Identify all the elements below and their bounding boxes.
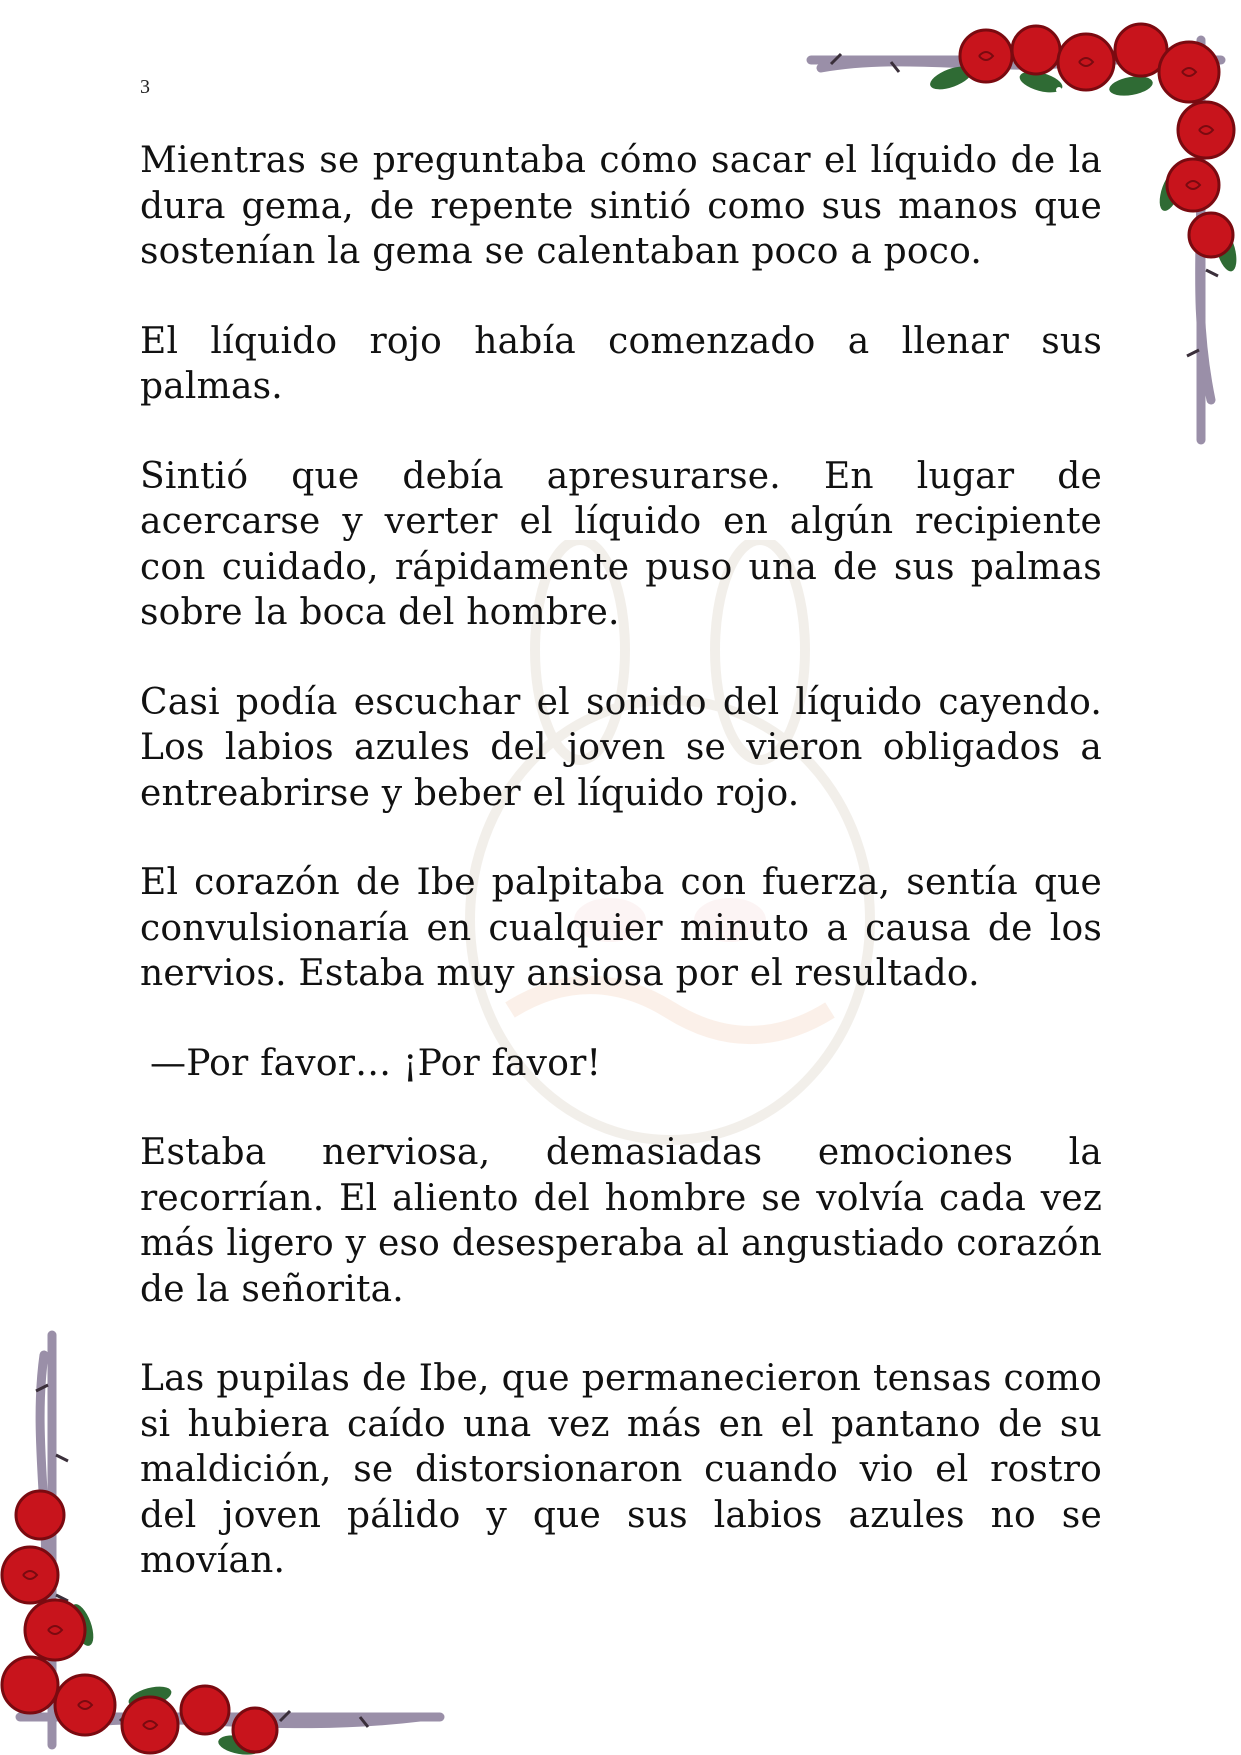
- paragraph: Sintió que debía apresurarse. En lugar de acercarse y verter el líquido en algún recipiente con cuidado, rápidamente puso una de sus palmas sobre la boca del hombre.: [140, 455, 1102, 633]
- paragraph: El corazón de Ibe palpitaba con fuerza, sentía que convulsionaría en cualquier minuto a causa de los nervios. Estaba muy ansiosa por el resultado.: [140, 862, 1102, 994]
- dialogue-line: —Por favor… ¡Por favor!: [150, 1042, 602, 1084]
- paragraph: Casi podía escuchar el sonido del líquido cayendo. Los labios azules del joven se vieron obligados a entreabrirse y beber el líquido rojo.: [140, 681, 1102, 814]
- paragraph: El líquido rojo había comenzado a llenar sus palmas.: [140, 320, 1102, 407]
- paragraph: Mientras se preguntaba cómo sacar el líquido de la dura gema, de repente sintió como sus manos que sostenían la gema se calentaban poco a poco.: [140, 140, 1102, 272]
- paragraph: Estaba nerviosa, demasiadas emociones la recorrían. El aliento del hombre se volvía cada vez más ligero y eso desesperaba al angustiado corazón de la señorita.: [140, 1132, 1102, 1310]
- body-text: [140, 138, 1102, 1628]
- paragraph: Las pupilas de Ibe, que permanecieron tensas como si hubiera caído una vez más en el pantano de su maldición, se distorsionaron cuando vio el rostro del joven pálido y que sus labios azules no se movían.: [140, 1358, 1102, 1581]
- page-number: 3: [140, 76, 150, 98]
